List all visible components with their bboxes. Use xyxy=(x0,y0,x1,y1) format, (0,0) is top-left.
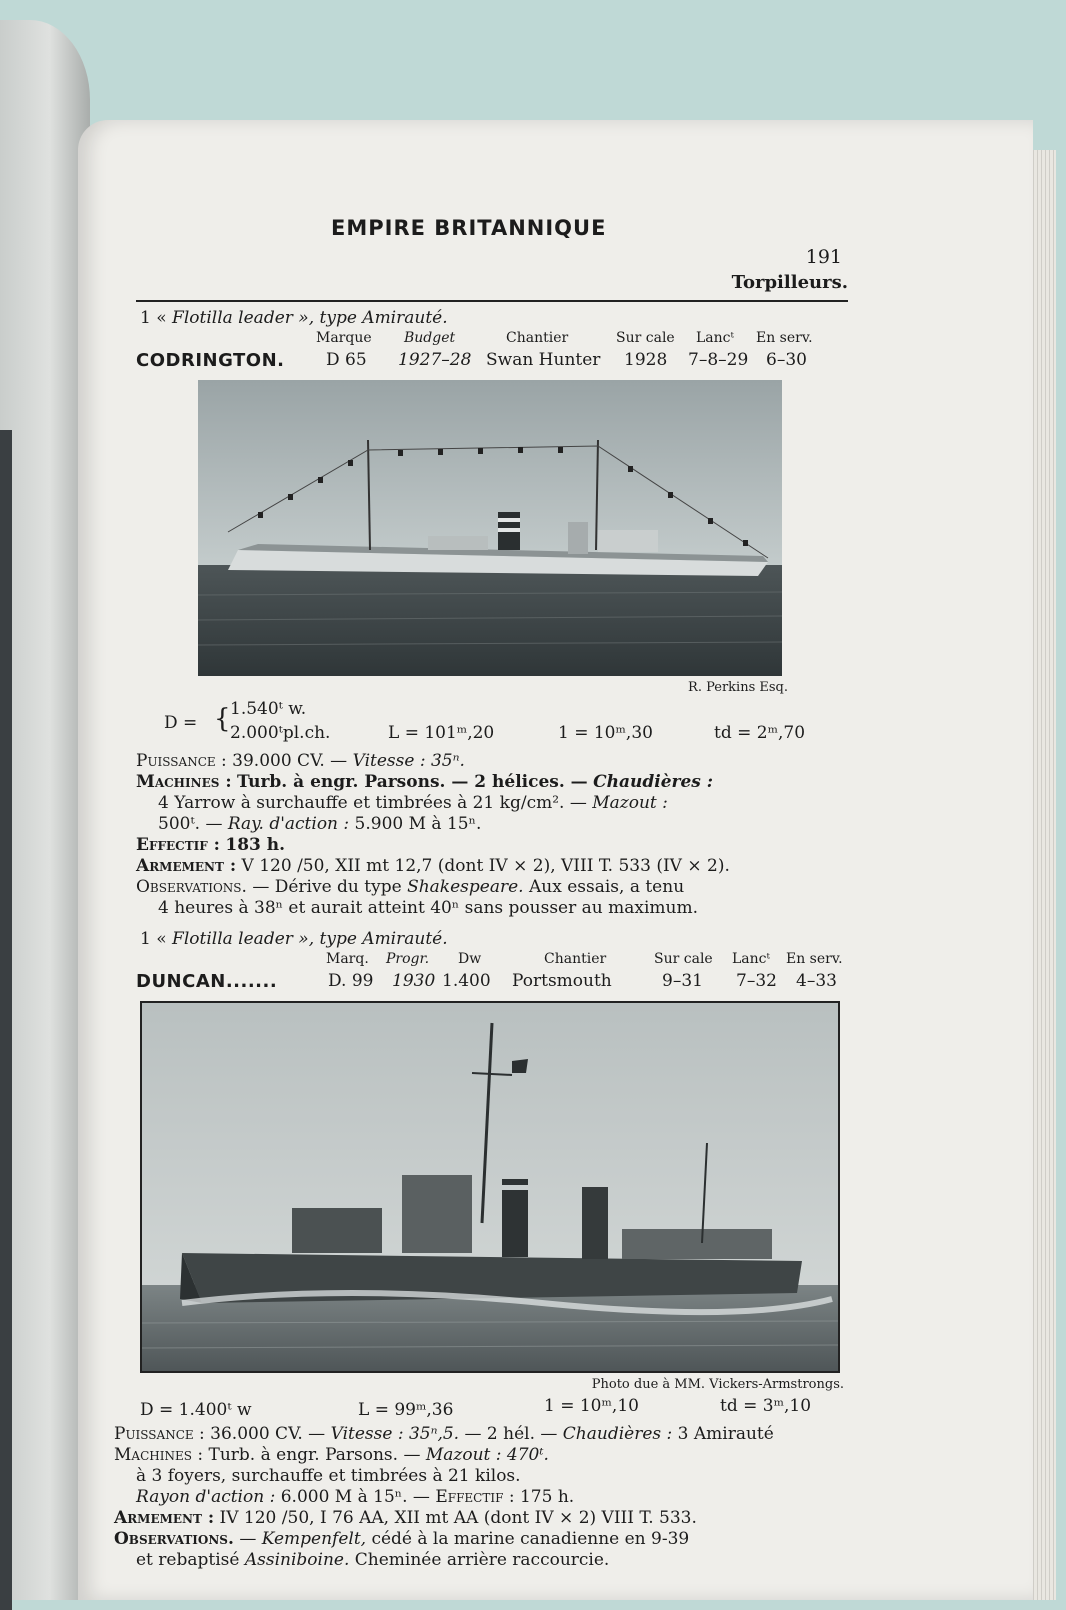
en-serv-value: 4–33 xyxy=(796,971,837,991)
codrington-dimensions xyxy=(136,699,848,751)
machines-value: Turb. à engr. Parsons. — 2 hélices. — xyxy=(237,772,588,792)
machines-line-2 xyxy=(136,793,848,814)
duncan-dimensions xyxy=(136,1396,848,1424)
observations-line-2 xyxy=(114,1550,854,1571)
running-header xyxy=(136,216,848,293)
effectif-key: Effectif : xyxy=(435,1487,515,1507)
observations-ship: Kempenfelt, xyxy=(261,1529,367,1549)
machines-detail: 4 Yarrow à surchauffe et timbrées à 21 kg/cm². — xyxy=(158,793,587,813)
observations-key: Observations. xyxy=(136,877,247,897)
puissance-key: Puissance : xyxy=(114,1424,205,1444)
rayon-label: Ray. d'action : xyxy=(227,814,350,834)
brace-glyph: { xyxy=(214,704,231,734)
type-suffix: », type Amirauté. xyxy=(298,929,448,949)
type-name: Flotilla leader xyxy=(172,929,293,949)
col-lanc: Lancᵗ xyxy=(696,330,734,346)
observations-text: cédé à la marine canadienne en 9-39 xyxy=(371,1529,690,1549)
observations-line xyxy=(114,1529,854,1550)
col-lanc: Lancᵗ xyxy=(732,951,770,967)
page-content xyxy=(114,216,848,1571)
draught: td = 3ᵐ,10 xyxy=(720,1396,812,1416)
armement-value: IV 120 /50, I 76 AA, XII mt AA (dont IV × 2) VIII T. 533. xyxy=(219,1508,697,1528)
chaudieres-value: 3 Amirauté xyxy=(677,1424,774,1444)
col-chantier: Chantier xyxy=(506,330,569,346)
codrington-header xyxy=(136,328,848,380)
col-en-serv: En serv. xyxy=(756,330,813,346)
book-page xyxy=(78,120,1033,1600)
col-marque: Marque xyxy=(316,330,372,346)
lanc-value: 7–32 xyxy=(736,971,777,991)
effectif-key: Effectif : xyxy=(136,835,220,855)
page-number: 191 xyxy=(805,246,842,268)
page-title: EMPIRE BRITANNIQUE xyxy=(331,216,607,240)
col-progr: Progr. xyxy=(386,951,430,967)
col-en-serv: En serv. xyxy=(786,951,843,967)
machines-line-2: à 3 foyers, surchauffe et timbrées à 21 kilos. xyxy=(136,1466,521,1486)
observations-key: Observations. xyxy=(114,1529,234,1549)
ship-name-duncan: DUNCAN....... xyxy=(136,971,278,992)
puissance-value: 39.000 CV. — xyxy=(232,751,348,771)
puissance-value: 36.000 CV. — xyxy=(210,1424,326,1444)
col-budget: Budget xyxy=(404,330,456,346)
observations-text-2: et rebaptisé xyxy=(136,1550,240,1570)
lanc-value: 7–8–29 xyxy=(688,350,749,370)
puissance-line xyxy=(136,751,848,772)
observations-line-2: 4 heures à 38ⁿ et aurait atteint 40ⁿ sans pousser au maximum. xyxy=(158,898,699,918)
observations-text-3: Cheminée arrière raccourcie. xyxy=(354,1550,610,1570)
en-serv-value: 6–30 xyxy=(766,350,807,370)
d-label: D = xyxy=(164,713,198,733)
sur-cale-value: 9–31 xyxy=(662,971,703,991)
col-marq: Marq. xyxy=(326,951,369,967)
observations-ship-2: Assiniboine. xyxy=(244,1550,350,1570)
type-prefix: 1 « xyxy=(140,929,167,949)
observations-text-1: — Dérive du type xyxy=(252,877,402,897)
vitesse: Vitesse : 35ⁿ. xyxy=(352,751,465,771)
mazout-label: Mazout : xyxy=(592,793,668,813)
armement-key: Armement : xyxy=(114,1508,215,1528)
mazout-value: 500ᵗ. — xyxy=(158,814,223,834)
duncan-photo-credit: Photo due à MM. Vickers-Armstrongs. xyxy=(591,1377,844,1392)
col-sur-cale: Sur cale xyxy=(654,951,713,967)
observations-dash: — xyxy=(239,1529,257,1549)
helices: — 2 hél. — xyxy=(464,1424,558,1444)
rayon-value: 6.000 M à 15ⁿ. — xyxy=(280,1487,430,1507)
armement-line xyxy=(114,1508,854,1529)
codrington-photo-credit: R. Perkins Esq. xyxy=(688,680,788,695)
length: L = 101ᵐ,20 xyxy=(388,723,495,743)
ship-name-codrington: CODRINGTON. xyxy=(136,350,285,371)
budget-value: 1927–28 xyxy=(398,350,472,370)
dw-value: 1.400 xyxy=(442,971,491,991)
machines-key: Machines : xyxy=(114,1445,204,1465)
duncan-photo xyxy=(140,1001,840,1373)
col-sur-cale: Sur cale xyxy=(616,330,675,346)
armement-key: Armement : xyxy=(136,856,237,876)
machines-value: Turb. à engr. Parsons. xyxy=(208,1445,399,1465)
section-title: Torpilleurs. xyxy=(731,272,848,293)
machines-line xyxy=(136,772,848,793)
progr-value: 1930 xyxy=(392,971,436,991)
effectif-line xyxy=(136,835,848,856)
type-suffix: », type Amirauté. xyxy=(298,308,448,328)
vitesse: Vitesse : 35ⁿ,5. xyxy=(330,1424,460,1444)
length: L = 99ᵐ,36 xyxy=(358,1400,454,1420)
chaudieres-label: Chaudières : xyxy=(562,1424,673,1444)
marq-value: D. 99 xyxy=(328,971,374,991)
chantier-value: Swan Hunter xyxy=(486,350,601,370)
col-dw: Dw xyxy=(458,951,482,967)
chaudieres-label: Chaudières : xyxy=(593,772,714,792)
machines-line xyxy=(114,1445,854,1466)
type-prefix: 1 « xyxy=(140,308,167,328)
book-cover-strip xyxy=(0,430,12,1610)
beam: 1 = 10ᵐ,10 xyxy=(544,1396,639,1416)
duncan-type-line xyxy=(140,929,848,949)
duncan-header xyxy=(136,949,848,1001)
facing-page xyxy=(0,20,90,1600)
effectif-value: 183 h. xyxy=(225,835,286,855)
displacement: D = 1.400ᵗ w xyxy=(140,1400,252,1420)
header-rule xyxy=(136,300,848,302)
col-chantier: Chantier xyxy=(544,951,607,967)
marque-value: D 65 xyxy=(326,350,367,370)
rayon-value: 5.900 M à 15ⁿ. xyxy=(354,814,482,834)
armement-value: V 120 /50, XII mt 12,7 (dont IV × 2), VIII T. 533 (IV × 2). xyxy=(241,856,730,876)
codrington-photo xyxy=(198,380,782,676)
mazout: — Mazout : 470ᵗ. xyxy=(403,1445,549,1465)
observations-ship: Shakespeare. xyxy=(407,877,524,897)
machines-line-3 xyxy=(114,1487,854,1508)
armement-line xyxy=(136,856,848,877)
machines-line-3 xyxy=(136,814,848,835)
displacement-1: 1.540ᵗ w. xyxy=(230,699,307,719)
chantier-value: Portsmouth xyxy=(512,971,612,991)
codrington-specs xyxy=(136,751,848,919)
sur-cale-value: 1928 xyxy=(624,350,668,370)
puissance-line xyxy=(114,1424,854,1445)
draught: td = 2ᵐ,70 xyxy=(714,723,806,743)
displacement-2: 2.000ᵗpl.ch. xyxy=(230,723,331,743)
observations-text-2: Aux essais, a tenu xyxy=(528,877,685,897)
machines-key: Machines : xyxy=(136,772,232,792)
puissance-key: Puissance : xyxy=(136,751,227,771)
observations-line xyxy=(136,877,848,898)
beam: 1 = 10ᵐ,30 xyxy=(558,723,653,743)
rayon-label: Rayon d'action : xyxy=(136,1487,276,1507)
effectif-value: 175 h. xyxy=(519,1487,575,1507)
type-name: Flotilla leader xyxy=(172,308,293,328)
codrington-type-line xyxy=(140,308,848,328)
duncan-specs xyxy=(114,1424,854,1571)
